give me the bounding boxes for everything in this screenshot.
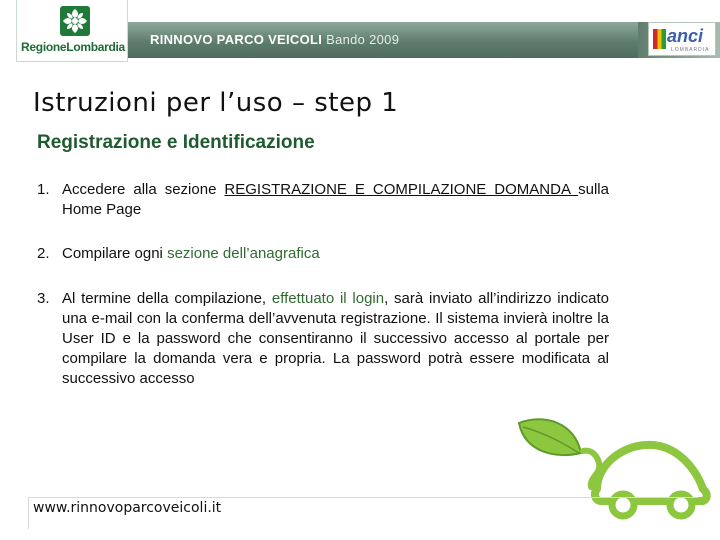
list-item-text: Accedere alla sezione: [62, 181, 225, 198]
list-item: [37, 244, 609, 264]
list-item-number: 3.: [37, 290, 50, 307]
anci-flag-icon: [653, 29, 666, 49]
instruction-list: [37, 180, 609, 389]
list-item-number: 2.: [37, 245, 50, 262]
anci-lombardia-logo: [648, 22, 716, 56]
page-title: Istruzioni per l’uso – step 1: [33, 88, 399, 118]
rosa-camuna-icon: [60, 6, 90, 36]
list-item-text: , sarà inviato all’indirizzo indicato una e-mail con la conferma dell’avvenuta registrazione. Il sistema invierà inoltre la User ID e la password che consentiranno il successivo accesso al portale per compilare la domanda vera e propria. La password potrà essere modificata al successivo accesso: [62, 290, 609, 387]
banner-title-light: Bando 2009: [326, 32, 400, 47]
list-item: [37, 180, 609, 220]
footer-url[interactable]: www.rinnovoparcoveicoli.it: [33, 500, 222, 516]
anci-logo-text: anci: [667, 26, 704, 46]
list-item-number: 1.: [37, 181, 50, 198]
anci-logo-subtext: LOMBARDIA: [671, 47, 710, 53]
list-item-text: Compilare ogni: [62, 245, 168, 262]
footer-divider-tick: [28, 497, 29, 529]
banner-title-bold: RINNOVO PARCO VEICOLI: [150, 32, 323, 47]
regione-lombardia-logo: [16, 0, 128, 62]
banner-title: [150, 32, 399, 47]
highlighted-text: sezione dell’anagrafica: [167, 245, 320, 262]
registrazione-link[interactable]: REGISTRAZIONE E COMPILAZIONE DOMANDA: [224, 181, 579, 198]
list-item: [37, 289, 609, 389]
footer-divider: [28, 497, 698, 498]
eco-car-illustration: [505, 405, 715, 530]
title-banner: [128, 22, 638, 58]
section-subtitle: Registrazione e Identificazione: [37, 132, 315, 153]
highlighted-text: effettuato il login: [271, 290, 385, 307]
list-item-text: Al termine della compilazione,: [62, 290, 272, 307]
list-item-text: sulla Home Page: [62, 181, 609, 218]
logo-text: RegioneLombardia: [21, 40, 125, 54]
header: [0, 0, 720, 64]
eco-car-icon: [505, 405, 715, 530]
